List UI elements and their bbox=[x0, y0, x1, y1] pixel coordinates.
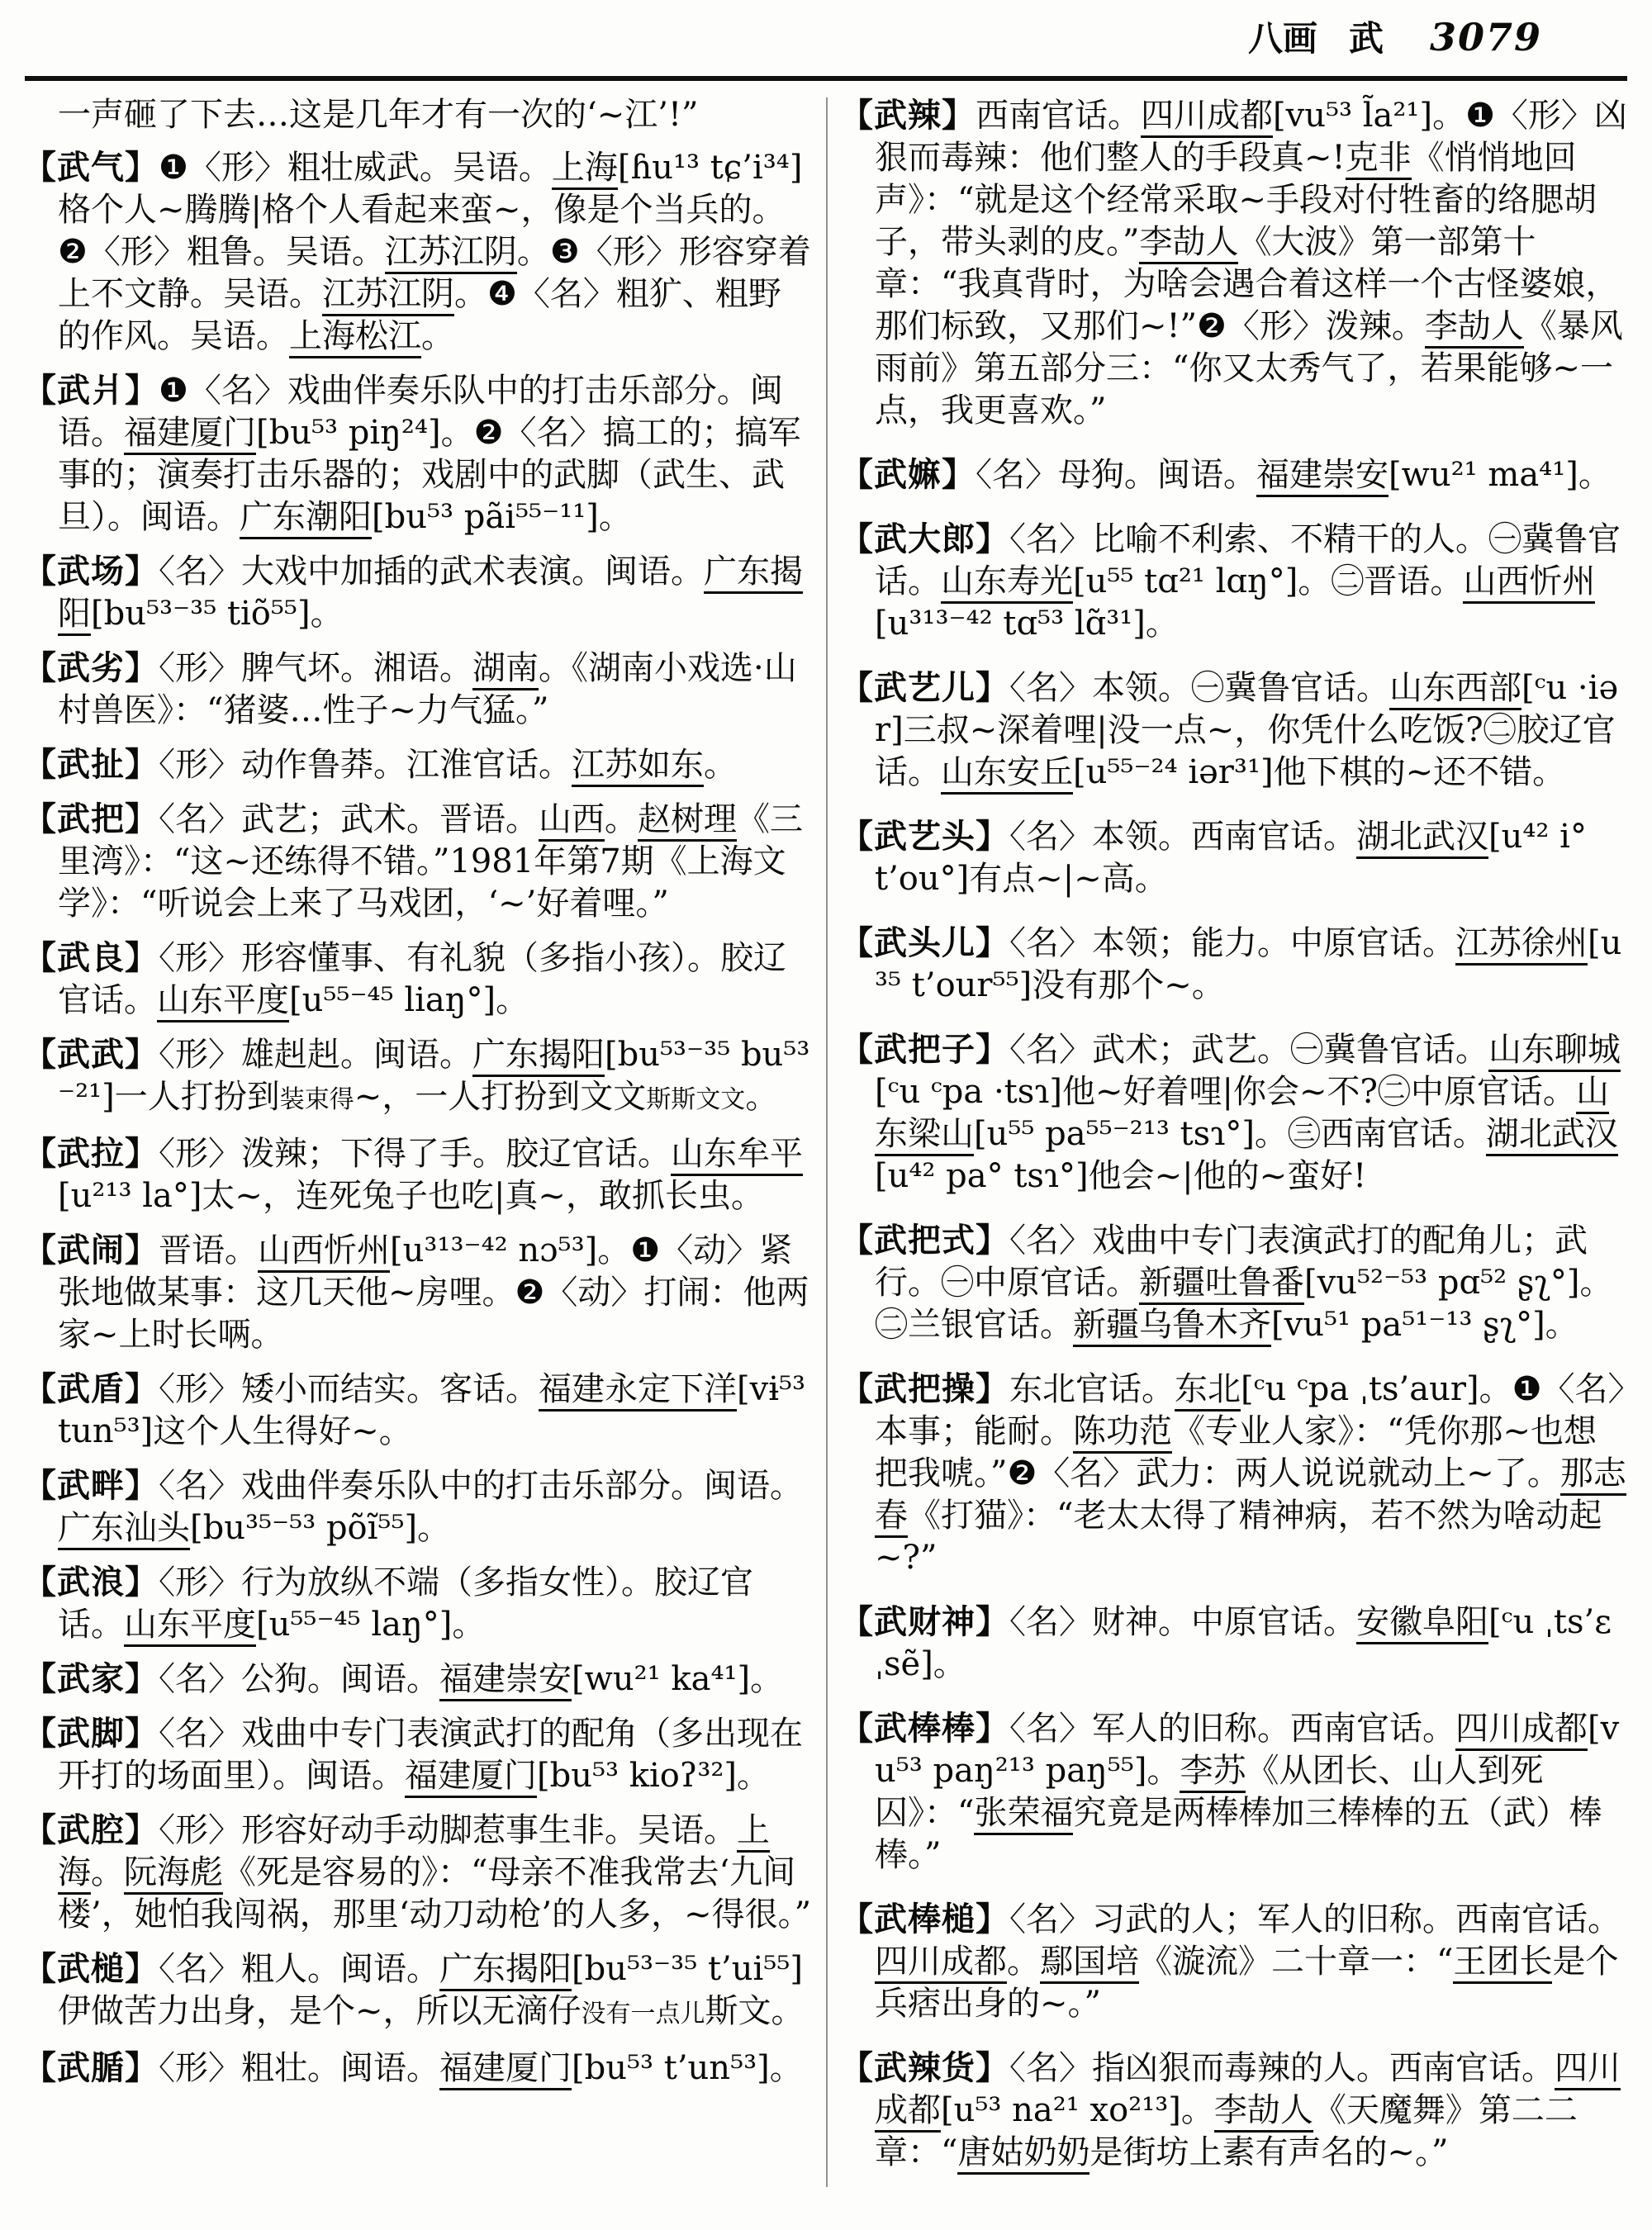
dictionary-entry bbox=[23, 146, 812, 358]
entry-headword: 【武辣】 bbox=[840, 96, 976, 135]
entry-body: 〈名〉比喻不利索、不精干的人。㊀冀鲁官话。山东寿光[u⁵⁵ tɑ²¹ lɑŋ°]。㊁晋语。山西忻州[u³¹³⁻⁴² tɑ⁵³ lɑ̃³¹]。 bbox=[875, 520, 1621, 643]
dictionary-entry bbox=[23, 1948, 812, 2035]
entry-body: 〈形〉矮小而结实。客话。福建永定下洋[vɨ⁵³ tun⁵³]这个人生得好~。 bbox=[58, 1370, 806, 1450]
dictionary-entry bbox=[23, 1658, 812, 1701]
entry-headword: 【武闹】 bbox=[23, 1231, 159, 1269]
entry-body: ❶〈名〉戏曲伴奏乐队中的打击乐部分。闽语。福建厦门[bu⁵³ piŋ²⁴]。❷〈名〉搞工的；搞军事的；演奏打击乐器的；戏剧中的武脚（武生、武旦）。闽语。广东潮阳[bu⁵³ pãi⁵⁵⁻¹¹]。 bbox=[58, 372, 800, 539]
entry-headword: 【武头儿】 bbox=[840, 923, 1009, 962]
column-divider bbox=[826, 97, 828, 2187]
entry-headword: 【武把】 bbox=[23, 799, 159, 838]
entry-body: ❶〈形〉粗壮威武。吴语。上海[ɦu¹³ tɕ’i³⁴]格个人~腾腾|格个人看起来蛮~，像是个当兵的。❷〈形〉粗鲁。吴语。江苏江阴。❸〈形〉形容穿着上不文静。吴语。江苏江阴。❹〈名〉粗犷、粗野的作风。吴语。上海松江。 bbox=[58, 149, 811, 358]
entry-headword: 【武劣】 bbox=[23, 648, 159, 687]
page-number: 3079 bbox=[1429, 15, 1542, 59]
entry-headword: 【武棒槌】 bbox=[840, 1900, 1009, 1938]
entry-body: 〈名〉戏曲伴奏乐队中的打击乐部分。闽语。广东汕头[bu³⁵⁻⁵³ põĩ⁵⁵]。 bbox=[58, 1467, 803, 1550]
dictionary-entry bbox=[840, 1219, 1629, 1346]
entry-body: 〈名〉军人的旧称。西南官话。四川成都[vu⁵³ paŋ²¹³ paŋ⁵⁵]。李苏《从团长、山人到死囚》：“张荣福究竟是两棒棒加三棒棒的五（武）棒棒。” bbox=[875, 1710, 1620, 1874]
entry-body: 〈名〉本领。㊀冀鲁官话。山东西部[ᶜu ·iər]三叔~深着哩|没一点~，你凭什么吃饭?㊁胶辽官话。山东安丘[u⁵⁵⁻²⁴ iər³¹]他下棋的~还不错。 bbox=[875, 669, 1618, 795]
dictionary-entry bbox=[840, 1028, 1629, 1198]
entry-headword: 【武把操】 bbox=[840, 1369, 1009, 1408]
entry-headword: 【武家】 bbox=[23, 1659, 159, 1698]
text-columns bbox=[23, 94, 1629, 2195]
dictionary-entry bbox=[23, 647, 812, 732]
header-rule bbox=[25, 76, 1627, 81]
entry-body: 〈名〉戏曲中专门表演武打的配角（多出现在开打的场面里）。闽语。福建厦门[bu⁵³ kioʔ³²]。 bbox=[58, 1715, 803, 1798]
dictionary-entry bbox=[23, 1712, 812, 1797]
right-column bbox=[840, 94, 1629, 2195]
dictionary-entry bbox=[23, 2047, 812, 2090]
dictionary-entry bbox=[23, 550, 812, 635]
entry-body: 〈名〉本领；能力。中原官话。江苏徐州[u³⁵ t’our⁵⁵]没有那个~。 bbox=[875, 924, 1622, 1004]
dictionary-entry bbox=[840, 922, 1629, 1007]
dictionary-entry bbox=[840, 94, 1629, 432]
entry-headword: 【武辣货】 bbox=[840, 2048, 1009, 2087]
entry-body: 〈名〉武艺；武术。晋语。山西。赵树理《三里湾》：“这~还练得不错。”1981年第7期《上海文学》：“听说会上来了马戏团，‘~’好着哩。” bbox=[58, 800, 803, 923]
section-label: 八画 bbox=[1247, 18, 1317, 59]
entry-headword: 【武腯】 bbox=[23, 2048, 159, 2087]
entry-body: 〈名〉戏曲中专门表演武打的配角儿；武行。㊀中原官话。新疆吐鲁番[vu⁵²⁻⁵³ pɑ⁵² ʂʅ°]。㊁兰银官话。新疆乌鲁木齐[vu⁵¹ pa⁵¹⁻¹³ ʂʅ°]。 bbox=[875, 1222, 1613, 1347]
entry-headword: 【武浪】 bbox=[23, 1563, 159, 1601]
entry-headword: 【武艺儿】 bbox=[840, 668, 1009, 707]
entry-body: 〈名〉母狗。闽语。福建崇安[wu²¹ ma⁴¹]。 bbox=[976, 456, 1612, 497]
entry-headword: 【武把子】 bbox=[840, 1030, 1009, 1069]
dictionary-entry bbox=[23, 743, 812, 786]
entry-headword: 【武良】 bbox=[23, 938, 159, 977]
entry-body: 〈形〉动作鲁莽。江淮官话。江苏如东。 bbox=[159, 746, 737, 787]
entry-headword: 【武扯】 bbox=[23, 745, 159, 784]
entry-headword: 【武畔】 bbox=[23, 1466, 159, 1505]
carryover-text: 一声砸了下去…这是几年才有一次的‘~江’!” bbox=[58, 96, 699, 134]
entry-headword: 【武脚】 bbox=[23, 1714, 159, 1753]
dictionary-entry bbox=[23, 1229, 812, 1356]
dictionary-entry bbox=[23, 1132, 812, 1217]
entry-body: 〈名〉财神。中原官话。安徽阜阳[ᶜu ˌts’ɛ ˌsẽ]。 bbox=[875, 1603, 1612, 1683]
entry-headword: 【武腔】 bbox=[23, 1810, 159, 1849]
entry-body: 〈名〉粗人。闽语。广东揭阳[bu⁵³⁻³⁵ t’ui⁵⁵]伊做苦力出身，是个~，所以无滴仔没有一点儿斯文。 bbox=[58, 1950, 805, 2030]
dictionary-entry bbox=[23, 1809, 812, 1936]
entry-body: 〈名〉武术；武艺。㊀冀鲁官话。山东聊城[ᶜu ᶜpa ·tsɿ]他~好着哩|你会~不?㊁中原官话。山东梁山[u⁵⁵ pa⁵⁵⁻²¹³ tsɿ°]。㊂西南官话。湖北武汉[u⁴² pa° tsɿ°]他会~|他的~蛮好! bbox=[875, 1031, 1621, 1195]
entry-body: 〈名〉大戏中加插的武术表演。闽语。广东揭阳[bu⁵³⁻³⁵ tiõ⁵⁵]。 bbox=[58, 553, 803, 636]
left-column bbox=[23, 94, 812, 2195]
dictionary-entry bbox=[23, 1033, 812, 1121]
dictionary-entry bbox=[23, 1561, 812, 1646]
entry-body: 〈名〉公狗。闽语。福建崇安[wu²¹ ka⁴¹]。 bbox=[159, 1660, 783, 1701]
dictionary-entry bbox=[23, 798, 812, 925]
entry-headword: 【武武】 bbox=[23, 1035, 159, 1074]
dictionary-entry bbox=[840, 453, 1629, 496]
dictionary-entry bbox=[23, 1368, 812, 1453]
dictionary-entry bbox=[840, 667, 1629, 794]
entry-body: 〈形〉粗壮。闽语。福建厦门[bu⁵³ t’un⁵³]。 bbox=[159, 2049, 803, 2090]
entry-body: 〈形〉行为放纵不端（多指女性）。胶辽官话。山东平度[u⁵⁵⁻⁴⁵ laŋ°]。 bbox=[58, 1563, 753, 1647]
dictionary-entry bbox=[840, 1601, 1629, 1686]
entry-body: 〈形〉雄赳赳。闽语。广东揭阳[bu⁵³⁻³⁵ bu⁵³⁻²¹]一人打扮到装束得~，一人打扮到文文斯斯文文。 bbox=[58, 1036, 810, 1116]
dictionary-entry bbox=[840, 1707, 1629, 1877]
entry-headword: 【武爿】 bbox=[23, 371, 159, 410]
dictionary-entry bbox=[840, 1368, 1629, 1579]
entry-headword: 【武大郎】 bbox=[840, 520, 1009, 558]
head-character: 武 bbox=[1348, 18, 1384, 59]
dictionary-entry bbox=[840, 518, 1629, 645]
entry-body: 东北官话。东北[ᶜu ᶜpa ˌts’aur]。❶〈名〉本事；能耐。陈功范《专业人家》：“凭你那~也想把我唬。”❷〈名〉武力：两人说说就动上~了。那志春《打猫》：“老太太得了精神病，若不然为啥动起~?” bbox=[875, 1370, 1626, 1577]
entry-body: 西南官话。四川成都[vu⁵³ l̃a²¹]。❶〈形〉凶狠而毒辣：他们整人的手段真~!克非《悄悄地回声》：“就是这个经常采取~手段对付牲畜的络腮胡子，带头剥的皮。”李劼人《大波》第一部第十章：“我真背时，为啥会遇合着这样一个古怪婆娘，那们标致，又那们~!”❷〈形〉泼辣。李劼人《暴风雨前》第五部分三：“你又太秀气了，若果能够~一点，我更喜欢。” bbox=[875, 97, 1627, 429]
entry-body: 晋语。山西忻州[u³¹³⁻⁴² nɔ⁵³]。❶〈动〉紧张地做某事：这几天他~房哩。❷〈动〉打闹：他两家~上时长唡。 bbox=[58, 1231, 809, 1354]
dictionary-entry bbox=[840, 815, 1629, 900]
entry-headword: 【武盾】 bbox=[23, 1369, 159, 1408]
entry-headword: 【武气】 bbox=[23, 148, 159, 187]
entry-body: 〈名〉本领。西南官话。湖北武汉[u⁴² i° t’ou°]有点~|~高。 bbox=[875, 818, 1587, 898]
dictionary-entry bbox=[23, 937, 812, 1022]
page-header bbox=[23, 12, 1629, 73]
dictionary-entry bbox=[23, 369, 812, 539]
entry-headword: 【武拉】 bbox=[23, 1134, 159, 1173]
entry-headword: 【武把式】 bbox=[840, 1221, 1009, 1260]
entry-body: 〈形〉形容懂事、有礼貌（多指小孩）。胶辽官话。山东平度[u⁵⁵⁻⁴⁵ liaŋ°]。 bbox=[58, 939, 786, 1022]
dictionary-entry bbox=[23, 1464, 812, 1549]
dictionary-entry bbox=[840, 2047, 1629, 2174]
entry-headword: 【武棒棒】 bbox=[840, 1709, 1009, 1748]
entry-headword: 【武场】 bbox=[23, 552, 159, 591]
dictionary-entry bbox=[840, 1898, 1629, 2025]
entry-body: 〈形〉形容好动手动脚惹事生非。吴语。上海。阮海彪《死是容易的》：“母亲不准我常去‘九间楼’，她怕我闯祸，那里‘动刀动枪’的人多，~得很。” bbox=[58, 1811, 812, 1933]
entry-body: 〈名〉习武的人；军人的旧称。西南官话。四川成都。鄢国培《漩流》二十章一：“王团长是个兵痞出身的~。” bbox=[875, 1900, 1621, 2023]
entry-headword: 【武艺头】 bbox=[840, 817, 1009, 856]
entry-headword: 【武财神】 bbox=[840, 1602, 1009, 1641]
entry-headword: 【武嫲】 bbox=[840, 455, 976, 494]
entry-body: 〈形〉泼辣；下得了手。胶辽官话。山东牟平[u²¹³ la°]太~，连死兔子也吃|真~，敢抓长虫。 bbox=[58, 1135, 803, 1215]
entry-headword: 【武槌】 bbox=[23, 1949, 159, 1988]
entry-body: 〈形〉脾气坏。湘语。湖南。《湖南小戏选·山村兽医》：“猪婆…性子~力气猛。” bbox=[58, 649, 797, 729]
entry-body: 〈名〉指凶狠而毒辣的人。西南官话。四川成都[u⁵³ na²¹ xo²¹³]。李劼人《天魔舞》第二二章：“唐姑奶奶是街坊上素有声名的~。” bbox=[875, 2049, 1621, 2175]
